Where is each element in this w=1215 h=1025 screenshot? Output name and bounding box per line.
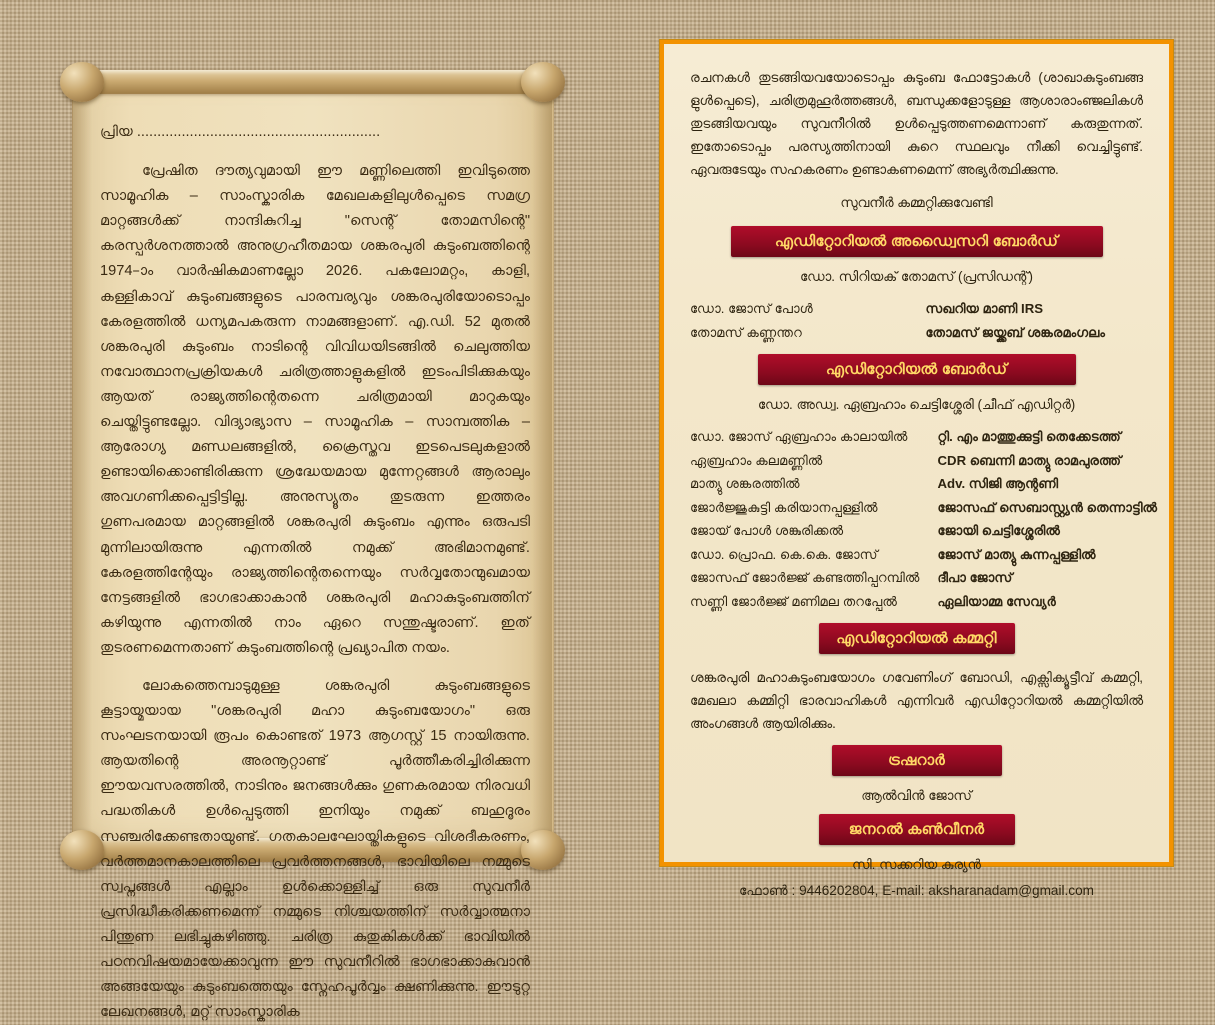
on-behalf-text: സുവനീർ കമ്മറ്റിക്കുവേണ്ടി xyxy=(840,195,993,211)
treasurer-name: ആൽവിൻ ജോസ് xyxy=(861,788,972,804)
list-item: ജോയി ചെട്ടിശ്ശേരിൽ xyxy=(937,523,1061,539)
treasurer-heading: ട്രഷറാർ xyxy=(832,745,1002,776)
advisory-board-members xyxy=(690,297,1143,344)
editorial-left-column xyxy=(690,425,920,613)
list-item: മാത്യു ശങ്കരത്തിൽ xyxy=(690,476,800,492)
letter-paragraph-1: പ്രേഷിത ദൗത്യവുമായി ഈ മണ്ണിലെത്തി ഇവിടുത്തെ സാമൂഹിക – സാംസ്കാരിക മേഖലകളിലുൾപ്പെടെ സമഗ്ര മാറ്റങ്ങൾക്ക് നാന്ദികുറിച്ച "സെന്റ് തോമസിന്റെ" കരസ്പർശനത്താൽ അനുഗ്രഹീതമായ ശങ്കരപുരി കുടുംബത്തിന്റെ 1974–ാം വാർഷികമാണല്ലോ 2026. പകലോമറ്റം, കാളി, കള്ളികാവ് കുടുംബങ്ങളുടെ പാരമ്പര്യവും ശങ്കരപുരിയോടൊപ്പം കേരളത്തിൽ ധന്യമപകരുന്ന നാമങ്ങളാണ്. എ.ഡി. 52 മുതൽ ശങ്കരപുരി കുടുംബം നാടിന്റെ വിവിധയിടങ്ങിൽ ചെലുത്തിയ നവോത്ഥാനപ്രക്രിയകൾ ചരിത്രത്താളുകളിൽ ഇടംപിടിക്കുകയും ആയത് രാജ്യത്തിന്റെതന്നെ ചരിത്രമായി മാറുകയും ചെയ്തിട്ടുണ്ടല്ലോ. വിദ്യാഭ്യാസ – സാമൂഹിക – സാമ്പത്തിക – ആരോഗ്യ മണ്ഡലങ്ങളിൽ, ക്രൈസ്തവ ഇടപെടലുകളാൽ ഉണ്ടായിക്കൊണ്ടിരിക്കുന്ന ശ്രദ്ധേയമായ മുന്നേറ്റങ്ങൾ ആരാലും അവഗണിക്കപ്പെട്ടിട്ടില്ല. അനുസ്യൂതം തുടരുന്ന ഇത്തരം ഗുണപരമായ മാറ്റങ്ങളിൽ ശങ്കരപുരി കുടുംബം എന്നും ഒരുപടി മുന്നിലായിരുന്നു എന്നതിൽ നമുക്ക് അഭിമാനമുണ്ട്. കേരളത്തിന്റേയും രാജ്യത്തിന്റെതന്നെയും സർവ്വതോന്മുഖമായ നേട്ടങ്ങളിൽ ഭാഗഭാക്കാകാൻ ശങ്കരപുരി മഹാകുടുംബത്തിന് കഴിയുന്നു എന്നതിൽ നാം ഏറെ സന്തുഷ്ടരാണ്. ഇത് തുടരണമെന്നതാണ് കുടുംബത്തിന്റെ പ്രഖ്യാപിത നയം. xyxy=(100,163,530,656)
list-item: ഡോ. പ്രൊഫ. കെ.കെ. ജോസ് xyxy=(690,546,878,562)
letter-greeting: പ്രിയ ............................................................ xyxy=(100,124,381,140)
advisory-right-column xyxy=(926,297,1144,344)
scroll-roller-knob-left xyxy=(60,830,104,870)
scroll-right-shadow xyxy=(532,74,552,842)
contact-details: ഫോൺ : 9446202804, E-mail: aksharanadam@gmail.com xyxy=(739,883,1094,899)
list-item: തോമസ് ജയ്ക്കബ് ശങ്കരമംഗലം xyxy=(925,324,1106,340)
scroll-top-roller xyxy=(60,62,565,102)
list-item: ജോർജ്ജുകുട്ടി കരിയാനപ്പള്ളിൽ xyxy=(690,499,878,515)
list-item: ജോസഫ് സെബാസ്റ്റ്യൻ തെന്നാട്ടിൽ xyxy=(937,499,1158,515)
invitation-letter xyxy=(100,120,530,1021)
list-item: ദീപാ ജോസ് xyxy=(937,570,1013,586)
list-item: ജോയ് പോൾ ശങ്കുരിക്കൽ xyxy=(690,523,844,539)
general-convenor-name: സി. സക്കറിയ കുര്യൻ xyxy=(852,857,981,873)
panel-intro-text: രചനകൾ തുടങ്ങിയവയോടൊപ്പം കുടുംബ ഫോട്ടോകൾ (ശാഖാകുടുംബങ്ങ ളുൾപ്പെടെ), ചരിത്രമുഹൂർത്തങ്ങൾ, ബന്ധുക്കളോടുള്ള ആശാരാംഞ്ജലികൾ തുടങ്ങിയവയും സുവനീറിൽ ഉൾപ്പെടുത്തണമെന്നാണ് കരുതുന്നത്. ഇതോടൊപ്പം പരസ്യത്തിനായി കുറെ സ്ഥലവും നീക്കി വെച്ചിട്ടുണ്ട്. ഏവരുടേയും സഹകരണം ഉണ്ടാകണമെന്ന് അഭ്യർത്ഥിക്കുന്നു. xyxy=(690,70,1143,178)
editorial-committee-heading: എഡിറ്റോറിയൽ കമ്മറ്റി xyxy=(819,623,1015,654)
committee-panel xyxy=(660,40,1173,899)
scroll-roller-bar xyxy=(88,70,537,94)
advisory-left-column xyxy=(690,297,908,344)
editorial-committee-note: ശങ്കരപുരി മഹാകുടുംബയോഗം ഗവേണിംഗ് ബോഡി, എക്സിക്യൂട്ടീവ് കമ്മറ്റി, മേഖലാ കമ്മിറ്റി ഭാരവാഹികൾ എന്നിവർ എഡിറ്റോറിയൽ കമ്മറ്റിയിൽ അംഗങ്ങൾ ആയിരിക്കും. xyxy=(690,670,1143,732)
list-item: ജോസഫ് ജോർജ്ജ് കണ്ടത്തിപ്പറമ്പിൽ xyxy=(690,570,920,586)
chief-editor-name: ഡോ. അഡ്വ. ഏബ്രഹാം ചെട്ടിശ്ശേരി (ചീഫ് എഡിറ്റർ) xyxy=(757,397,1076,413)
general-convenor-heading: ജനറൽ കൺവീനർ xyxy=(819,814,1015,845)
scroll-left-shadow xyxy=(72,74,92,842)
list-item: ജോസ് മാത്യു കുന്നപ്പള്ളിൽ xyxy=(937,546,1096,562)
list-item: തോമസ് കണ്ണന്തറ xyxy=(690,324,802,340)
list-item: സണ്ണി ജോർജ്ജ് മണിമല തറപ്പേൽ xyxy=(690,593,898,609)
editorial-right-column xyxy=(938,425,1158,613)
list-item: ഏബ്രഹാം കലമണ്ണിൽ xyxy=(690,452,823,468)
list-item: Adv. സിജി ആന്റണി xyxy=(937,476,1059,492)
advisory-board-heading: എഡിറ്റോറിയൽ അഡ്വൈസറി ബോർഡ് xyxy=(731,226,1103,257)
list-item: ഡോ. ജോസ് ഏബ്രഹാം കാലായിൽ xyxy=(690,429,908,445)
list-item: ഏലിയാമ്മ സേവ്യർ xyxy=(937,593,1056,609)
advisory-board-chair: ഡോ. സിറിയക് തോമസ് (പ്രസിഡന്റ്) xyxy=(800,269,1033,285)
scroll-roller-knob-left xyxy=(60,62,104,102)
scroll-roller-knob-right xyxy=(521,62,565,102)
list-item: സഖറിയ മാണി IRS xyxy=(925,301,1044,317)
scroll-graphic xyxy=(30,40,590,1021)
editorial-board-heading: എഡിറ്റോറിയൽ ബോർഡ് xyxy=(758,354,1076,385)
letter-paragraph-2: ലോകത്തെമ്പാടുമുള്ള ശങ്കരപുരി കുടുംബങ്ങളുടെ കൂട്ടായ്മയായ "ശങ്കരപുരി മഹാ കുടുംബയോഗം" ഒരു സംഘടനയായി രൂപം കൊണ്ടത് 1973 ആഗസ്റ്റ് 15 നായിരുന്നു. ആയതിന്റെ അരനൂറ്റാണ്ട് പൂർത്തീകരിച്ചിരിക്കുന്ന ഈയവസരത്തിൽ, നാടിനും ജനങ്ങൾക്കും ഗുണകരമായ നിരവധി പദ്ധതികൾ ഉൾപ്പെടുത്തി ഇനിയും നമുക്ക് ബഹുദൂരം സഞ്ചരിക്കേണ്ടതായുണ്ട്. ഗതകാലഘോയ്തികളുടെ വിശദീകരണം, വർത്തമാനകാലത്തിലെ പ്രവർത്തനങ്ങൾ, ഭാവിയിലെ നമ്മുടെ സ്വപ്നങ്ങൾ എല്ലാം ഉൾക്കൊള്ളിച്ച് ഒരു സുവനീർ പ്രസിദ്ധീകരിക്കണമെന്ന് നമ്മുടെ നിശ്ചയത്തിന് സർവ്വാത്മനാ പിന്തുണ ലഭിച്ചുകഴിഞ്ഞു. ചരിത്ര കുതുകികൾക്ക് ഭാവിയിൽ പഠനവിഷയമായേക്കാവുന്ന ഈ സുവനീറിൽ ഭാഗഭാക്കാകുവാൻ അങ്ങയേയും കുടുംബത്തെയും സ്നേഹപൂർവ്വം ക്ഷണിക്കുന്നു. ഈടുറ്റ ലേഖനങ്ങൾ, മറ്റ് സാംസ്കാരിക xyxy=(100,677,530,1021)
editorial-board-members xyxy=(690,425,1158,613)
list-item: റ്റി. എം മാത്തുക്കുട്ടി തെക്കേടത്ത് xyxy=(937,429,1121,445)
list-item: CDR ബെന്നി മാത്യു രാമപുരത്ത് xyxy=(937,452,1122,468)
list-item: ഡോ. ജോസ് പോൾ xyxy=(690,301,813,317)
